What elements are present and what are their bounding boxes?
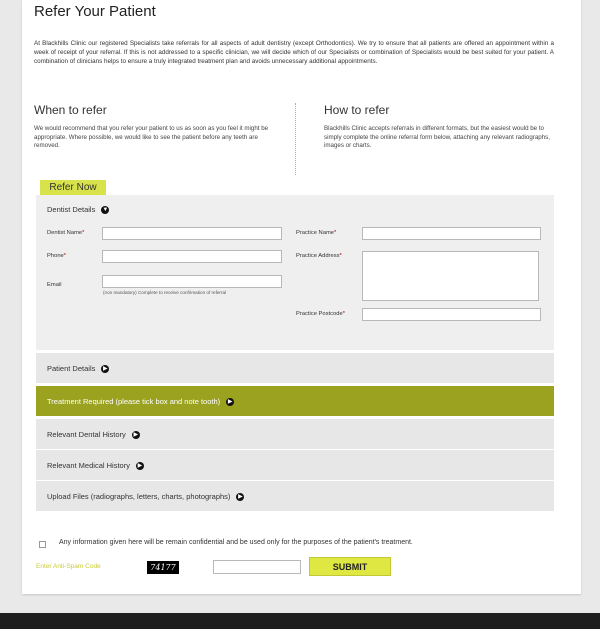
captcha-image: 74177 <box>147 561 179 574</box>
medical-history-label: Relevant Medical History <box>47 461 130 470</box>
dentist-name-input[interactable] <box>102 227 282 240</box>
practice-postcode-label <box>296 311 345 317</box>
upload-files-label: Upload Files (radiographs, letters, charts, photographs) <box>47 492 231 501</box>
dental-history-label: Relevant Dental History <box>47 430 126 439</box>
required-mark: * <box>63 253 67 259</box>
confidential-checkbox[interactable] <box>39 541 46 548</box>
practice-name-text: Practice Name <box>296 230 335 236</box>
upload-files-header <box>47 492 244 501</box>
practice-name-label <box>296 230 336 236</box>
upload-files-section[interactable] <box>36 481 554 511</box>
refer-now-tab[interactable]: Refer Now <box>40 180 106 195</box>
patient-details-header <box>47 364 109 373</box>
dentist-details-header[interactable] <box>47 205 109 214</box>
dental-history-section[interactable] <box>36 419 554 449</box>
phone-label <box>47 253 66 259</box>
column-divider <box>295 103 296 175</box>
email-input[interactable] <box>102 275 282 288</box>
medical-history-section[interactable] <box>36 450 554 480</box>
email-hint: (non mandatory) Complete to receive confirmation of referral <box>103 290 227 295</box>
required-mark: * <box>82 230 85 236</box>
chevron-right-icon: ▶ <box>238 493 243 500</box>
treatment-required-section[interactable] <box>36 386 554 416</box>
dental-history-header <box>47 430 140 439</box>
email-label: Email <box>47 282 62 288</box>
dentist-name-label <box>47 230 84 236</box>
when-text: We would recommend that you refer your patient to us as soon as you feel it might be appropriate. Where possible, we would like to see the patient before any teeth are removed. <box>34 125 269 149</box>
page-title: Refer Your Patient <box>34 3 156 20</box>
antispam-label: Enter Anti-Spam Code <box>36 563 101 570</box>
treatment-required-header <box>47 397 234 406</box>
phone-input[interactable] <box>102 250 282 263</box>
dentist-name-text: Dentist Name <box>47 230 83 236</box>
submit-button[interactable]: SUBMIT <box>309 557 391 576</box>
phone-text: Phone <box>47 253 64 259</box>
how-title: How to refer <box>324 103 390 117</box>
medical-history-header <box>47 461 144 470</box>
treatment-required-label: Treatment Required (please tick box and note tooth) <box>47 397 221 406</box>
chevron-right-icon: ▶ <box>227 398 233 405</box>
dentist-details-label: Dentist Details <box>47 205 96 214</box>
footer-bar <box>0 613 600 629</box>
confidential-text: Any information given here will be remain confidential and be used only for the purposes of the patient's treatment. <box>59 539 413 546</box>
practice-postcode-input[interactable] <box>362 308 541 321</box>
how-text: Blackhills Clinic accepts referrals in different formats, but the easiest would be to simply complete the online referral form below, attaching any relevant radiographs, images or charts. <box>324 125 550 149</box>
practice-address-text: Practice Address <box>296 253 340 259</box>
chevron-right-icon: ▶ <box>133 431 139 438</box>
antispam-input[interactable] <box>213 560 301 574</box>
practice-address-textarea[interactable] <box>362 251 539 301</box>
required-mark: * <box>334 230 337 236</box>
patient-details-section[interactable] <box>36 353 554 383</box>
practice-postcode-text: Practice Postcode <box>296 311 343 317</box>
practice-address-label <box>296 253 342 259</box>
patient-details-label: Patient Details <box>47 364 96 373</box>
chevron-right-icon: ▶ <box>103 365 108 372</box>
when-title: When to refer <box>34 103 107 117</box>
chevron-down-icon: ▼ <box>102 206 109 213</box>
required-mark: * <box>339 253 342 259</box>
practice-name-input[interactable] <box>362 227 541 240</box>
chevron-right-icon: ▶ <box>137 462 143 469</box>
required-mark: * <box>342 311 345 317</box>
intro-text: At Blackhills Clinic our registered Specialists take referrals for all aspects of adult dentistry (except Orthodontics). We try to ensure that all patients are offered an appointment within a week of receipt of your referral. If this is not addressed to a specific clinician, we will decide which of our Specialists or combination of Specialists would be best suited for your patient. A combination of clinicians helps to ensure a truly integrated treatment plan and avoids unnecessary additional appointments. <box>34 40 554 65</box>
